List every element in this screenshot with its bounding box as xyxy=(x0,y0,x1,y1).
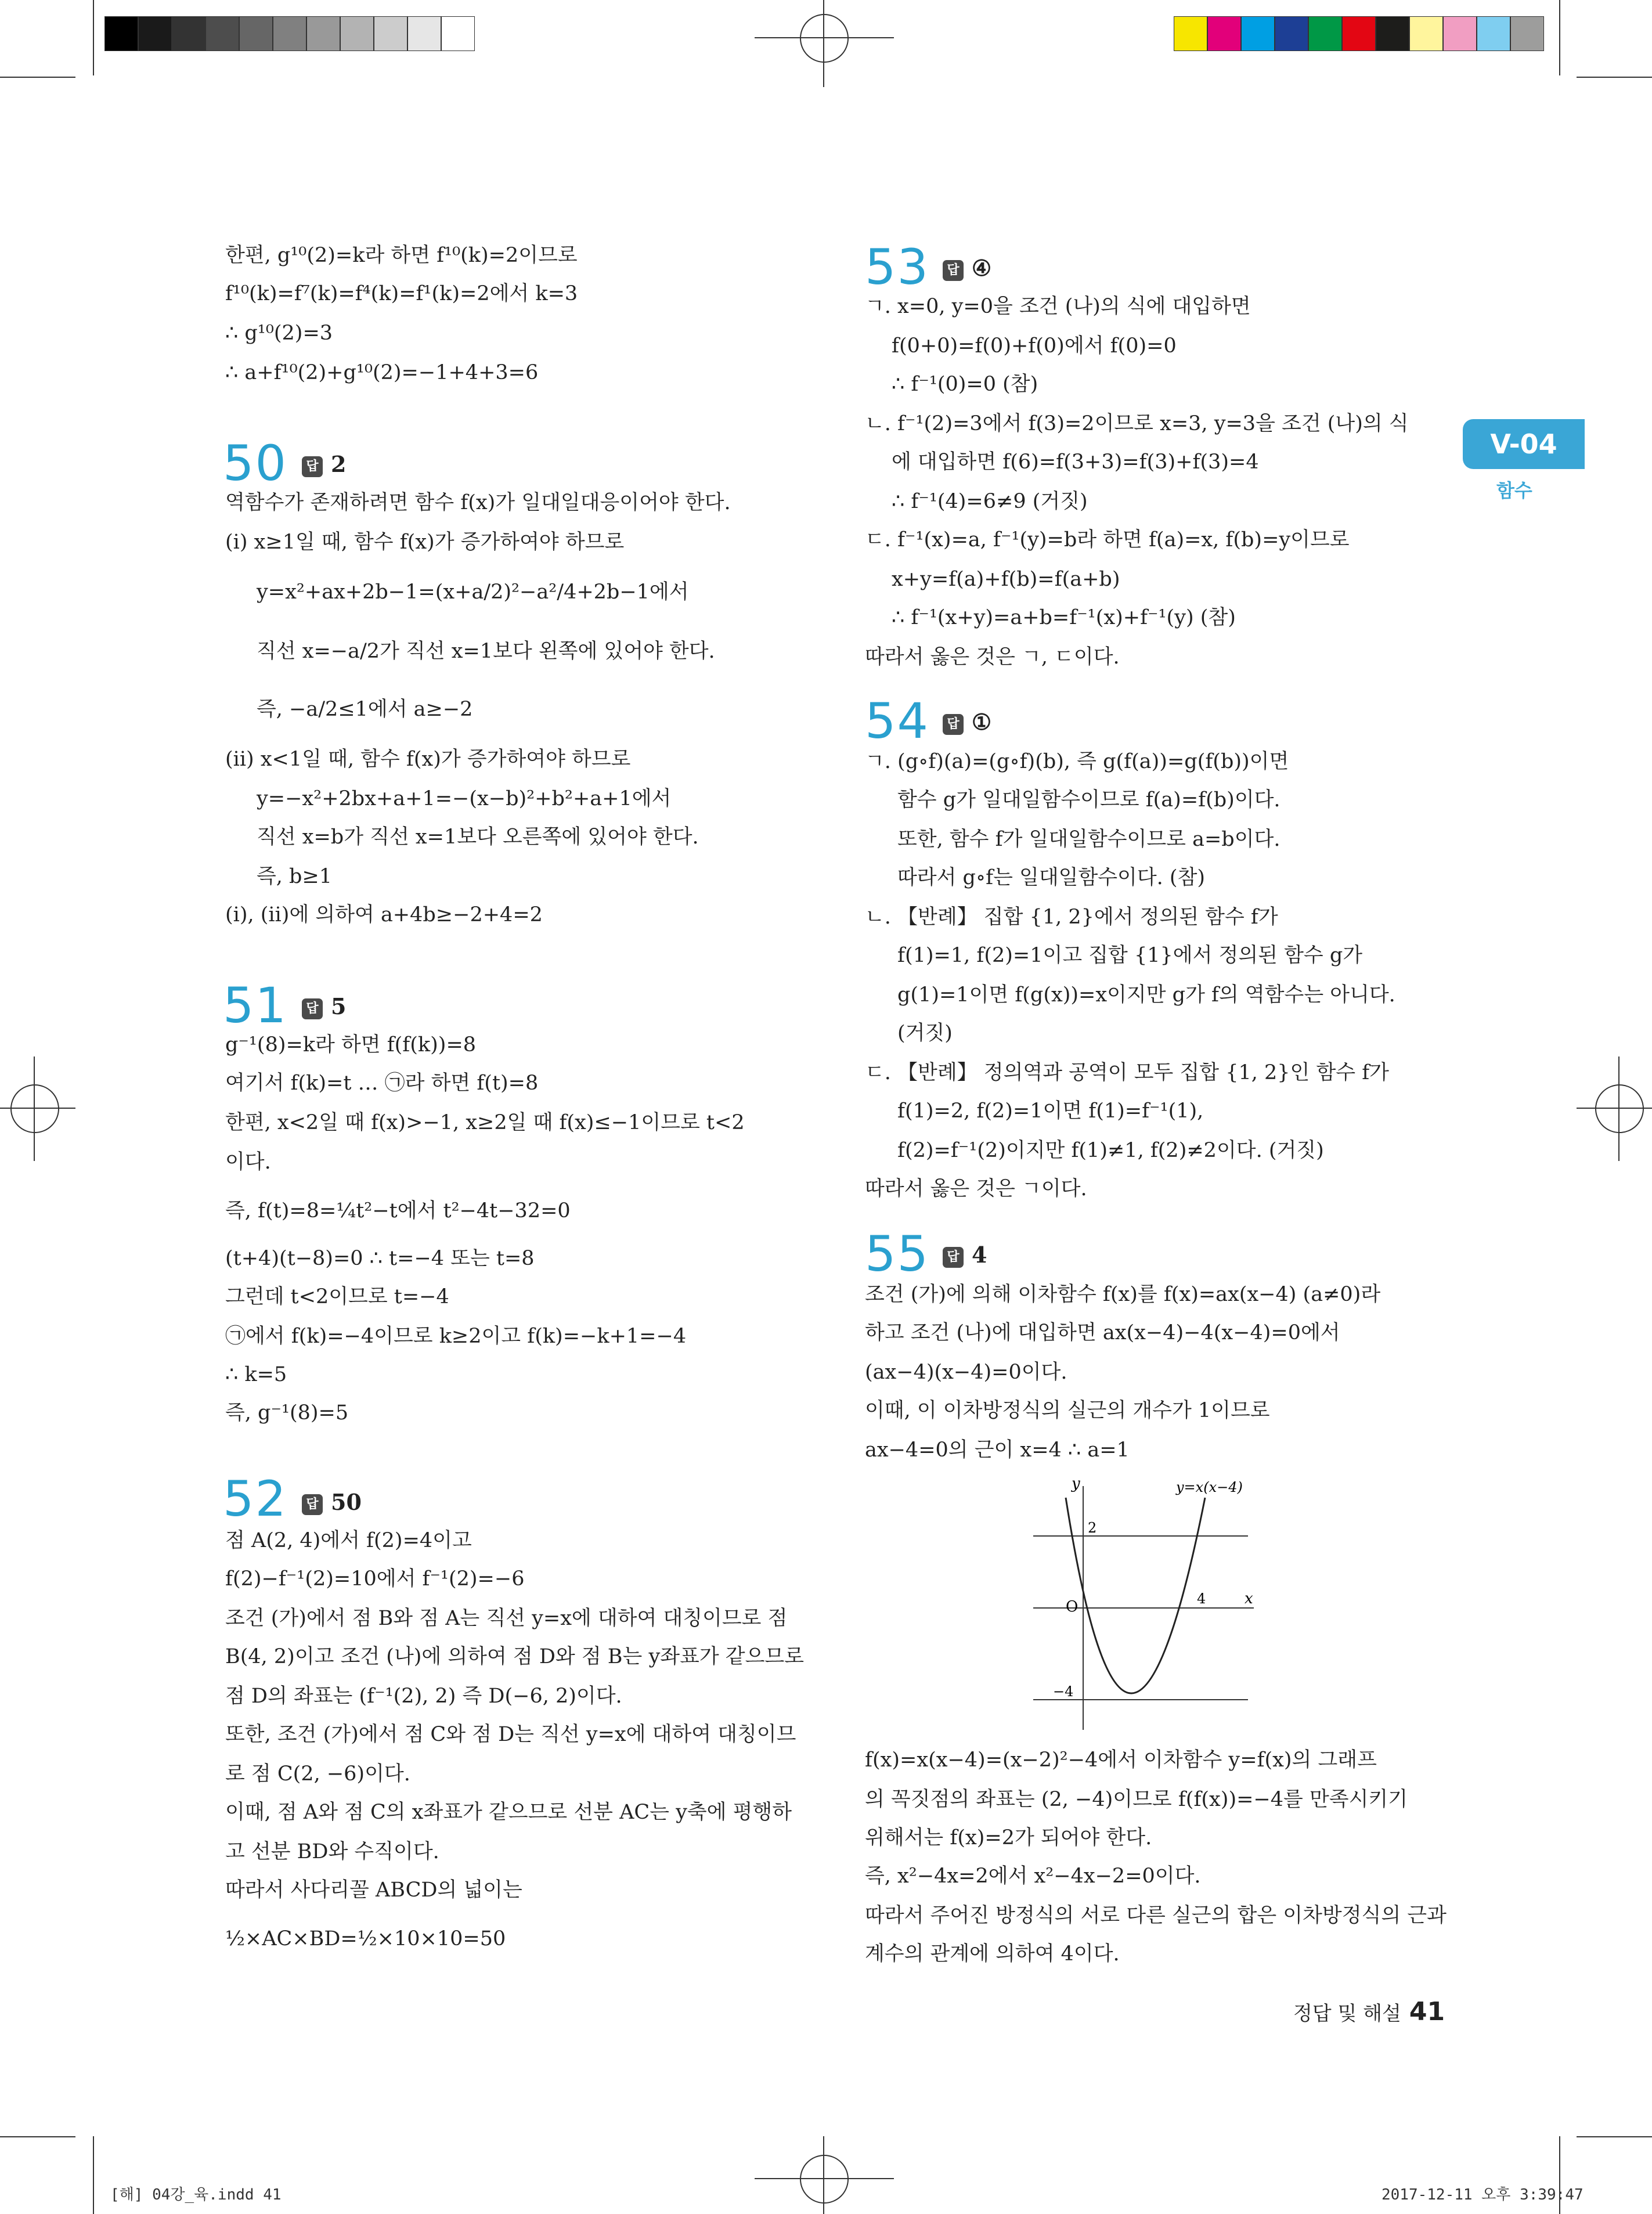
problem-number: 54 xyxy=(865,693,929,749)
text-line: 이때, 점 A와 점 C의 x좌표가 같으므로 선분 AC는 y축에 평행하 xyxy=(225,1801,792,1824)
text-line: 즉, b≥1 xyxy=(257,865,333,888)
text-line: f(2)=f⁻¹(2)이지만 f(1)≠1, f(2)≠2이다. (거짓) xyxy=(897,1139,1324,1162)
date-slug: 2017-12-11 오후 3:39:47 xyxy=(1382,2186,1584,2204)
answer-value: 4 xyxy=(972,1242,987,1268)
gray-swatch xyxy=(441,16,475,51)
text-line: f¹⁰(k)=f⁷(k)=f⁴(k)=f¹(k)=2에서 k=3 xyxy=(225,282,578,305)
text-line: (t+4)(t−8)=0 ∴ t=−4 또는 t=8 xyxy=(225,1247,535,1270)
text-line: (거짓) xyxy=(897,1022,953,1045)
text-line: 역함수가 존재하려면 함수 f(x)가 일대일대응이어야 한다. xyxy=(225,491,731,514)
text-line: 따라서 g∘f는 일대일함수이다. (참) xyxy=(897,866,1206,889)
color-swatch xyxy=(1207,16,1241,51)
text-line: ㄷ. f⁻¹(x)=a, f⁻¹(y)=b라 하면 f(a)=x, f(b)=y이므로 xyxy=(865,528,1350,551)
text-line: 함수 g가 일대일함수이므로 f(a)=f(b)이다. xyxy=(897,788,1281,812)
text-line: f(x)=x(x−4)=(x−2)²−4에서 이차함수 y=f(x)의 그래프 xyxy=(865,1748,1377,1772)
text-line: 로 점 C(2, −6)이다. xyxy=(225,1762,410,1786)
text-line: 점 A(2, 4)에서 f(2)=4이고 xyxy=(225,1529,472,1552)
text-line: ∴ f⁻¹(0)=0 (참) xyxy=(892,373,1038,396)
registration-target-line xyxy=(823,0,824,87)
crop-mark xyxy=(1577,77,1652,78)
text-line: ㄷ. 【반례】 정의역과 공역이 모두 집합 {1, 2}인 함수 f가 xyxy=(865,1061,1389,1084)
answer-line xyxy=(302,452,346,477)
text-line: g(1)=1이면 f(g(x))=x이지만 g가 f의 역함수는 아니다. xyxy=(897,983,1395,1007)
color-swatch xyxy=(1443,16,1477,51)
answer-line xyxy=(302,1490,362,1515)
text-line: 의 꼭짓점의 좌표는 (2, −4)이므로 f(f(x))=−4를 만족시키기 xyxy=(865,1788,1408,1811)
gray-swatch xyxy=(273,16,306,51)
problem-number: 50 xyxy=(223,435,287,492)
text-line: 직선 x=−a/2가 직선 x=1보다 왼쪽에 있어야 한다. xyxy=(257,640,715,663)
color-swatch xyxy=(1477,16,1510,51)
origin-label: O xyxy=(1066,1598,1079,1616)
answer-line xyxy=(943,1242,987,1268)
tick-label-4: 4 xyxy=(1197,1591,1206,1607)
text-line: f(2)−f⁻¹(2)=10에서 f⁻¹(2)=−6 xyxy=(225,1567,525,1591)
text-line: 그런데 t<2이므로 t=−4 xyxy=(225,1285,449,1308)
text-line: f(0+0)=f(0)+f(0)에서 f(0)=0 xyxy=(892,334,1177,358)
registration-target-line xyxy=(0,1108,75,1109)
text-line: 즉, x²−4x=2에서 x²−4x−2=0이다. xyxy=(865,1865,1201,1888)
problem-number: 55 xyxy=(865,1225,929,1282)
gray-swatch xyxy=(239,16,273,51)
crop-mark xyxy=(1577,2136,1652,2137)
text-line: f(1)=2, f(2)=1이면 f(1)=f⁻¹(1), xyxy=(897,1099,1204,1123)
answer-badge: 답 xyxy=(302,456,323,477)
chapter-tab-label: 함수 xyxy=(1496,479,1532,502)
registration-target-line xyxy=(1577,1108,1652,1109)
registration-target-line xyxy=(823,2136,824,2214)
parabola-curve xyxy=(1066,1498,1205,1693)
crop-mark xyxy=(0,77,75,78)
color-swatch xyxy=(1275,16,1308,51)
text-line: 한편, g¹⁰(2)=k라 하면 f¹⁰(k)=2이므로 xyxy=(225,244,578,267)
color-swatch xyxy=(1174,16,1207,51)
answer-value: 2 xyxy=(331,451,347,477)
problem-number: 53 xyxy=(865,239,929,295)
text-line: 직선 x=b가 직선 x=1보다 오른쪽에 있어야 한다. xyxy=(257,825,699,849)
math-line: y=x²+ax+2b−1=(x+a/2)²−a²/4+2b−1에서 xyxy=(257,580,689,604)
registration-target xyxy=(800,14,849,63)
text-line: 이다. xyxy=(225,1151,271,1174)
text-line: 하고 조건 (나)에 대입하면 ax(x−4)−4(x−4)=0에서 xyxy=(865,1321,1340,1344)
crop-mark xyxy=(93,2136,94,2214)
color-swatch xyxy=(1376,16,1409,51)
page-number: 41 xyxy=(1409,1997,1445,2027)
y-axis-label: y xyxy=(1072,1475,1080,1492)
text-line: ∴ f⁻¹(x+y)=a+b=f⁻¹(x)+f⁻¹(y) (참) xyxy=(892,606,1236,629)
answer-value: ① xyxy=(972,709,992,735)
gray-swatch xyxy=(172,16,205,51)
answer-badge: 답 xyxy=(302,1494,323,1515)
text-line: ∴ k=5 xyxy=(225,1363,287,1386)
answer-line xyxy=(943,709,991,735)
text-line: ∴ g¹⁰(2)=3 xyxy=(225,322,333,345)
registration-target xyxy=(1595,1084,1644,1133)
footer-label: 정답 및 해설 xyxy=(1293,2002,1401,2025)
text-line: 따라서 사다리꼴 ABCD의 넓이는 xyxy=(225,1878,522,1902)
tick-label-neg4: −4 xyxy=(1053,1683,1074,1700)
registration-target-line xyxy=(755,37,894,38)
text-line: ㄴ. f⁻¹(2)=3에서 f(3)=2이므로 x=3, y=3을 조건 (나)의 식 xyxy=(865,412,1409,435)
gray-swatch xyxy=(340,16,374,51)
gray-swatch xyxy=(407,16,441,51)
gray-swatch xyxy=(104,16,138,51)
text-line: ㄱ. x=0, y=0을 조건 (나)의 식에 대입하면 xyxy=(865,295,1251,318)
answer-value: 5 xyxy=(331,993,347,1019)
text-line: ㄴ. 【반례】 집합 {1, 2}에서 정의된 함수 f가 xyxy=(865,906,1278,929)
text-line: ㄱ. (g∘f)(a)=(g∘f)(b), 즉 g(f(a))=g(f(b))이면 xyxy=(865,750,1289,773)
text-line: 즉, g⁻¹(8)=5 xyxy=(225,1401,349,1425)
registration-target xyxy=(800,2155,849,2204)
text-line: (ax−4)(x−4)=0이다. xyxy=(865,1361,1067,1384)
text-line: 또한, 조건 (가)에서 점 C와 점 D는 직선 y=x에 대하여 대칭이므 xyxy=(225,1723,796,1746)
gray-swatch xyxy=(306,16,340,51)
color-swatch xyxy=(1510,16,1544,51)
file-slug: [해] 04강_육.indd 41 xyxy=(110,2186,282,2204)
text-line: 즉, −a/2≤1에서 a≥−2 xyxy=(257,698,473,721)
answer-badge: 답 xyxy=(302,998,323,1019)
text-line: x+y=f(a)+f(b)=f(a+b) xyxy=(892,568,1120,591)
answer-line xyxy=(943,255,991,281)
text-line: 조건 (가)에 의해 이차함수 f(x)를 f(x)=ax(x−4) (a≠0)라 xyxy=(865,1283,1381,1306)
text-line: 위해서는 f(x)=2가 되어야 한다. xyxy=(865,1826,1152,1849)
crop-mark xyxy=(1559,0,1560,75)
curve-label: y=x(x−4) xyxy=(1176,1479,1243,1495)
registration-target xyxy=(10,1084,59,1133)
text-line: 따라서 옳은 것은 ㄱ이다. xyxy=(865,1177,1087,1200)
text-line: (ⅱ) x<1일 때, 함수 f(x)가 증가하여야 하므로 xyxy=(225,748,631,771)
answer-value: ④ xyxy=(972,255,992,281)
crop-mark xyxy=(0,2136,75,2137)
color-swatch xyxy=(1308,16,1342,51)
text-line: ∴ a+f¹⁰(2)+g¹⁰(2)=−1+4+3=6 xyxy=(225,361,539,384)
text-line: g⁻¹(8)=k라 하면 f(f(k))=8 xyxy=(225,1033,477,1056)
text-line: ax−4=0의 근이 x=4 ∴ a=1 xyxy=(865,1438,1130,1462)
gray-swatch xyxy=(374,16,407,51)
text-line: ㉠에서 f(k)=−4이므로 k≥2이고 f(k)=−k+1=−4 xyxy=(225,1325,687,1348)
answer-line xyxy=(302,994,346,1019)
text-line: y=−x²+2bx+a+1=−(x−b)²+b²+a+1에서 xyxy=(257,787,672,810)
text-line: B(4, 2)이고 조건 (나)에 의하여 점 D와 점 B는 y좌표가 같으므로 xyxy=(225,1645,805,1668)
text-line: 점 D의 좌표는 (f⁻¹(2), 2) 즉 D(−6, 2)이다. xyxy=(225,1685,622,1708)
answer-value: 50 xyxy=(331,1489,362,1515)
parabola-graph xyxy=(1010,1474,1277,1741)
answer-badge: 답 xyxy=(943,260,964,281)
text-line: (ⅰ), (ⅱ)에 의하여 a+4b≥−2+4=2 xyxy=(225,903,543,926)
problem-number: 52 xyxy=(223,1470,287,1527)
registration-target-line xyxy=(755,2178,894,2179)
text-line: 여기서 f(k)=t … ㉠라 하면 f(t)=8 xyxy=(225,1072,539,1095)
chapter-tab: V-04 xyxy=(1463,419,1585,469)
text-line: 계수의 관계에 의하여 4이다. xyxy=(865,1942,1120,1966)
text-line: f(1)=1, f(2)=1이고 집합 {1}에서 정의된 함수 g가 xyxy=(897,944,1363,967)
math-line: 즉, f(t)=8=¼t²−t에서 t²−4t−32=0 xyxy=(225,1199,571,1223)
math-line: ½×AC×BD=½×10×10=50 xyxy=(225,1927,506,1950)
text-line: (ⅰ) x≥1일 때, 함수 f(x)가 증가하여야 하므로 xyxy=(225,531,625,554)
tick-label-2: 2 xyxy=(1088,1520,1097,1536)
problem-number: 51 xyxy=(223,977,287,1034)
page-footer xyxy=(1293,1997,1445,2027)
text-line: 조건 (가)에서 점 B와 점 A는 직선 y=x에 대하여 대칭이므로 점 xyxy=(225,1607,788,1630)
registration-target-line xyxy=(34,1056,35,1161)
crop-mark xyxy=(93,0,94,75)
color-swatch xyxy=(1241,16,1275,51)
text-line: ∴ f⁻¹(4)=6≠9 (거짓) xyxy=(892,490,1088,513)
color-swatch xyxy=(1409,16,1443,51)
color-swatch xyxy=(1342,16,1376,51)
gray-swatch xyxy=(138,16,172,51)
text-line: 또한, 함수 f가 일대일함수이므로 a=b이다. xyxy=(897,828,1281,851)
text-line: 한편, x<2일 때 f(x)>−1, x≥2일 때 f(x)≤−1이므로 t<2 xyxy=(225,1111,745,1134)
answer-badge: 답 xyxy=(943,1247,964,1268)
text-line: 이때, 이 이차방정식의 실근의 개수가 1이므로 xyxy=(865,1399,1270,1422)
text-line: 에 대입하면 f(6)=f(3+3)=f(3)+f(3)=4 xyxy=(892,450,1259,474)
text-line: 따라서 옳은 것은 ㄱ, ㄷ이다. xyxy=(865,646,1120,669)
answer-badge: 답 xyxy=(943,714,964,735)
registration-target-line xyxy=(1618,1056,1619,1161)
text-line: 고 선분 BD와 수직이다. xyxy=(225,1840,439,1863)
text-line: 따라서 주어진 방정식의 서로 다른 실근의 합은 이차방정식의 근과 xyxy=(865,1904,1447,1927)
gray-swatch xyxy=(205,16,239,51)
x-axis-label: x xyxy=(1245,1590,1253,1607)
